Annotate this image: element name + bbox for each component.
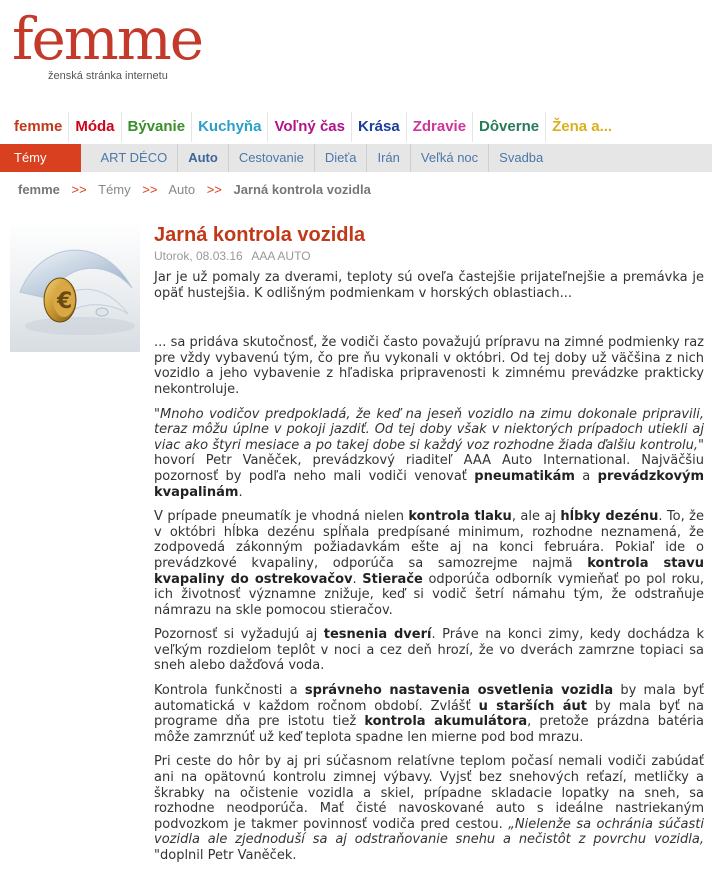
breadcrumb-current: Jarná kontrola vozidla [233,182,371,197]
sub-nav-item-iran[interactable]: Irán [367,144,410,172]
article-paragraph-1: ... sa pridáva skutočnosť, že vodiči často považujú prípravu na zimné podmienky raz pre vždy vybavenú tým, čo pre ňu vykonali v októbri. Od tej doby už väčšina z nich vozidlo a jeho vybavenie z hľadiska pripravenosti k zimnému prevádzke prakticky nekontroluje. [154,335,704,397]
text-run: odporúča odborník vymieňať po pol roku, ich životnosť významne znižuje, keď si vodič šetrí námahu tým, že odstraňuje námrazu na skle pomocou stieračov. [154,571,705,618]
nav-item-zdravie[interactable]: Zdravie [407,112,473,142]
text-run: . [352,571,363,587]
bold-text: kontrola tlaku [408,509,512,525]
article-meta [154,249,704,263]
sub-nav-active-temy[interactable]: Témy [0,144,81,172]
nav-item-zena-a[interactable]: Žena a... [552,118,613,135]
site-logo[interactable] [12,5,203,90]
text-run: , pretože prázdna batéria môže zamrznúť už keď teplota spadne len mierne pod bod mrazu. [154,714,704,745]
text-run: Pozornosť si vyžadujú aj [154,627,324,643]
bold-text: správneho nastavenia osvetlenia vozidla [304,683,614,699]
bold-text: prevádzkovým kvapalinám [154,468,705,500]
bold-text: Stierače [362,571,423,587]
nav-item-krasa[interactable]: Krása [352,112,407,142]
text-run: doplnil Petr Vaněček. [159,848,297,863]
text-run: . Práve na konci zimy, kedy dochádza k veľkým rozdielom teplôt v noci a cez deň hrozí, že vo dverách zamrzne topiaci sa sneh alebo dažďová voda. [154,627,704,674]
sub-nav [0,144,712,172]
nav-item-kuchyna[interactable]: Kuchyňa [192,112,268,142]
breadcrumb-auto[interactable]: Auto [168,182,196,197]
sub-nav-item-cestovanie[interactable]: Cestovanie [229,144,315,172]
text-run: by mala byť automatická v každom ročnom období. Zvlášť [154,683,705,714]
svg-text:€: € [57,289,73,314]
article-paragraph-3 [154,509,704,618]
bold-text: tesnenia dverí [323,627,432,643]
nav-item-moda[interactable]: Móda [69,112,121,142]
bold-text: hĺbky dezénu [560,509,659,525]
sub-nav-item-dieta[interactable]: Dieťa [315,144,368,172]
article-paragraph-2 [154,407,704,501]
breadcrumb-separator: >> [142,182,158,197]
nav-item-byvanie[interactable]: Bývanie [122,112,193,142]
text-run: by mala byť na programe dňa pre istotu tiež [154,698,704,730]
article-date: Utorok, 08.03.16 [154,249,243,263]
bold-text: kontrola stavu kvapaliny do ostrekovačov [154,555,704,587]
breadcrumb [18,180,371,200]
bold-text: pneumatikám [474,468,575,484]
article [154,224,704,873]
sub-nav-item-auto[interactable]: Auto [178,144,229,172]
quote-text: "Mnoho vodičov predpokladá, že keď na jeseň vozidlo na zimu dokonale pripravili, teraz môžu úplne v pokoji jazdiť. Od tej doby však v niektorých prípadoch utiekli aj viac ako štyri mesiace a po takej dobe si každý voz rozhodne žiada ďalšiu kontrolu," [154,406,704,453]
breadcrumb-temy[interactable]: Témy [98,182,131,197]
text-run: , ale aj [511,509,561,525]
logo-wordmark: femme [12,5,203,73]
logo-tagline: ženská stránka internetu [48,70,168,82]
euro-coin-illustration-icon [10,222,140,352]
article-paragraph-5 [154,683,704,745]
breadcrumb-femme[interactable]: femme [18,182,60,197]
text-run: . To, že v októbri hĺbka dezénu spĺňala predpísané minimum, rozhodne neznamená, že zodpovedá zákonným požiadavkám ešte aj na konci februára. Pokiaľ ide o prevádzkové kvapaliny, odporúča sa samozrejme najmä [154,509,704,571]
article-source: AAA AUTO [251,249,311,263]
bold-text: kontrola akumulátora [364,714,528,730]
breadcrumb-separator: >> [206,182,222,197]
bold-text: u starších áut [478,698,587,714]
sub-nav-item-art-deco[interactable]: ART DÉCO [91,144,179,172]
sub-nav-item-svadba[interactable]: Svadba [499,150,544,165]
article-paragraph-4 [154,627,704,674]
nav-item-femme[interactable]: femme [8,112,69,142]
text-run: . [238,484,243,500]
nav-item-doverne[interactable]: Dôverne [473,112,546,142]
article-paragraph-6 [154,754,704,863]
main-nav [8,112,712,142]
text-run: a [574,468,598,484]
sub-nav-item-velka-noc[interactable]: Veľká noc [411,144,489,172]
nav-item-volny-cas[interactable]: Voľný čas [268,112,352,142]
article-perex: Jar je už pomaly za dverami, teploty sú oveľa častejšie prijateľnejšie a premávka je opäť hustejšia. K odlišným podmienkam v horských oblastiach... [154,270,704,301]
article-image [10,222,140,352]
text-run: Kontrola funkčnosti a [154,683,305,699]
quote-text: „Nielenže sa ochránia súčasti vozidla ale zjednoduší sa aj odstraňovanie snehu a nečistôt z povrchu vozidla, " [154,816,704,863]
text-run: Pri ceste do hôr by aj pri súčasnom relatívne teplom počasí nemali vodiči zabúdať ani na opätovnú kontrolu zimnej výbavy. Vyjsť bez snehových reťazí, metličky a škrabky na očistenie vozidla a skiel, prípadne skladacie lopatky na sneh, sa rozhodne neodporúča. Mať čisté navoskované auto s ideálne nastriekaným podvozkom je takmer povinnosť vodiča pred cestou. [154,754,704,832]
breadcrumb-separator: >> [71,182,87,197]
text-run: V prípade pneumatík je vhodná nielen [154,509,409,525]
article-title: Jarná kontrola vozidla [154,224,366,246]
text-run: hovorí Petr Vaněček, prevádzkový riaditeľ AAA Auto International. Najväčšiu pozornosť by podľa neho mali vodiči venovať [154,453,704,484]
